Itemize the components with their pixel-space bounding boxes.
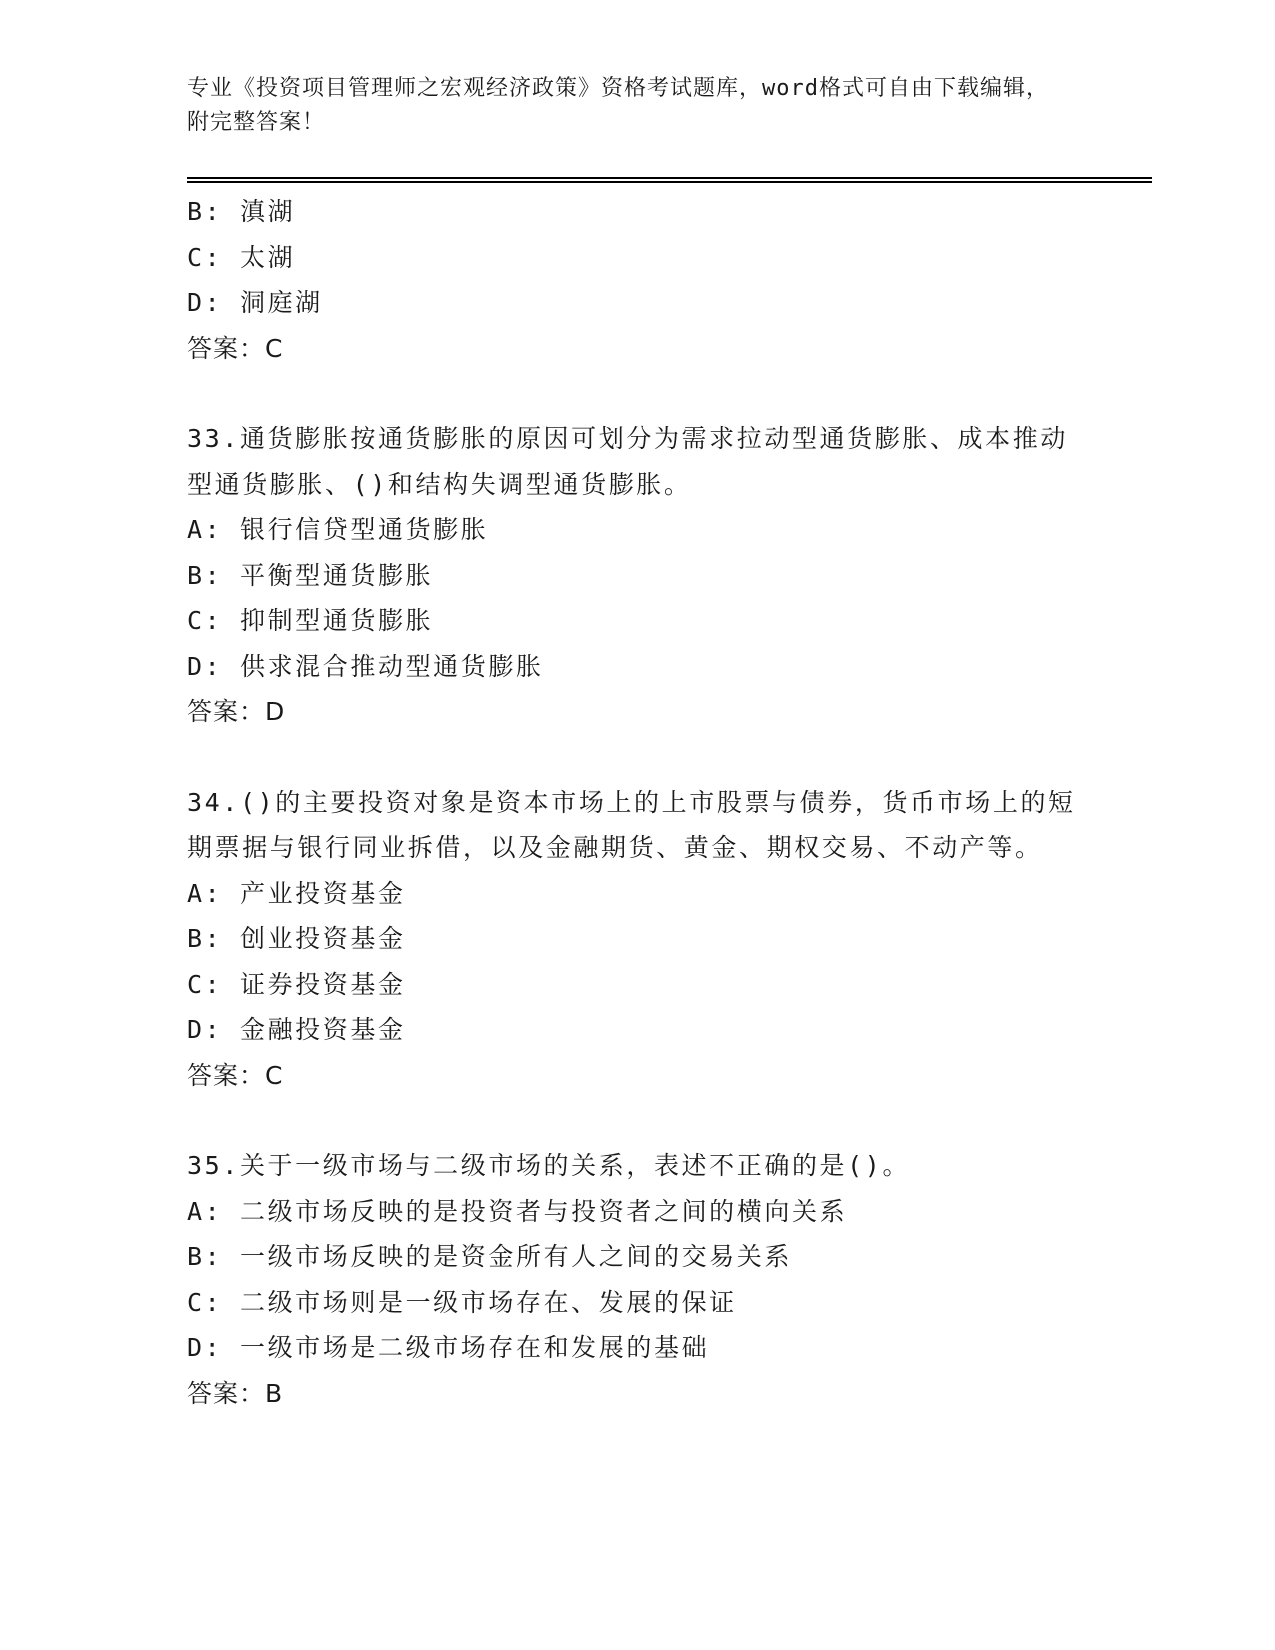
option-c: C: 二级市场则是一级市场存在、发展的保证 xyxy=(187,1287,737,1317)
answer-line: 答案：D xyxy=(187,697,286,726)
header-divider-bottom xyxy=(187,181,1152,183)
question-35 xyxy=(187,1143,1087,1416)
page-header: 专业《投资项目管理师之宏观经济政策》资格考试题库，word格式可自由下载编辑，附完整答案！ xyxy=(187,76,1049,135)
option-d: D: 金融投资基金 xyxy=(187,1015,406,1044)
option-b: B: 一级市场反映的是资金所有人之间的交易关系 xyxy=(187,1242,792,1271)
answer-line: 答案：B xyxy=(187,1378,284,1408)
option-d: D: 供求混合推动型通货膨胀 xyxy=(187,651,544,681)
option-b: B: 平衡型通货膨胀 xyxy=(187,560,434,590)
prev-question-block xyxy=(187,189,1087,371)
answer-line: 答案：C xyxy=(187,333,284,363)
option-b: B: 滇湖 xyxy=(187,197,296,226)
answer-line: 答案：C xyxy=(187,1060,284,1090)
option-a: A: 二级市场反映的是投资者与投资者之间的横向关系 xyxy=(187,1196,848,1226)
option-d: D: 一级市场是二级市场存在和发展的基础 xyxy=(187,1333,710,1362)
question-34 xyxy=(187,780,1087,1099)
option-c: C: 抑制型通货膨胀 xyxy=(187,606,434,635)
question-33 xyxy=(187,416,1087,735)
option-c: C: 太湖 xyxy=(187,242,296,272)
question-text: 34.()的主要投资对象是资本市场上的上市股票与债券，货币市场上的短期票据与银行同业拆借，以及金融期货、黄金、期权交易、不动产等。 xyxy=(187,787,1076,862)
option-a: A: 产业投资基金 xyxy=(187,878,406,908)
question-text: 35.关于一级市场与二级市场的关系，表述不正确的是()。 xyxy=(187,1151,911,1180)
question-content xyxy=(187,189,1087,1416)
option-a: A: 银行信贷型通货膨胀 xyxy=(187,515,489,544)
option-b: B: 创业投资基金 xyxy=(187,924,406,953)
question-text: 33.通货膨胀按通货膨胀的原因可划分为需求拉动型通货膨胀、成本推动型通货膨胀、()和结构失调型通货膨胀。 xyxy=(187,424,1068,499)
option-c: C: 证券投资基金 xyxy=(187,969,406,999)
option-d: D: 洞庭湖 xyxy=(187,288,323,317)
header-divider-top xyxy=(187,177,1152,179)
